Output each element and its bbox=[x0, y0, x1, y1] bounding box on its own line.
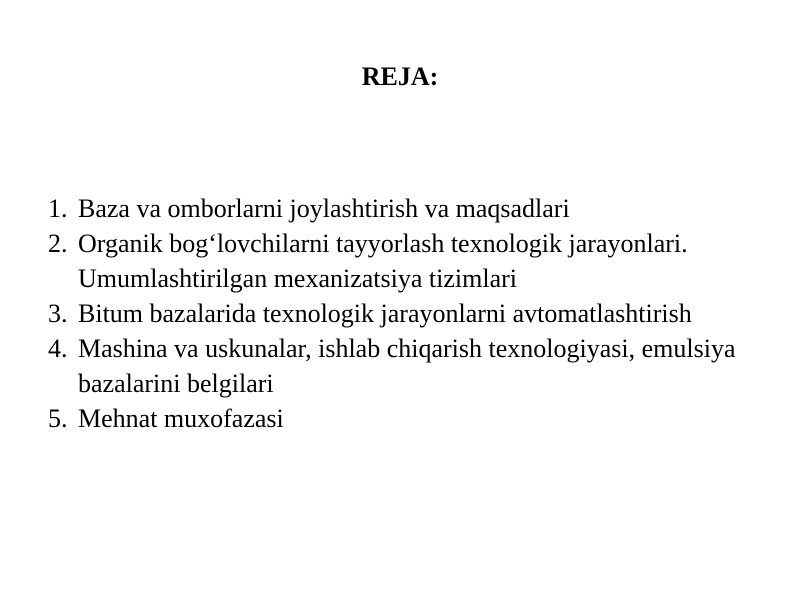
plan-item-text: Bitum bazalarida texnologik jarayonlarni avtomatlashtirish bbox=[78, 299, 692, 328]
plan-item-1 bbox=[48, 191, 768, 226]
plan-item-number: 5. bbox=[48, 404, 68, 433]
plan-item-text: Organik bog‘lovchilarni tayyorlash texnologik jarayonlari. Umumlashtirilgan mexanizatsiya tizimlari bbox=[78, 229, 688, 293]
slide-title: REJA: bbox=[361, 62, 439, 91]
plan-item-number: 4. bbox=[48, 334, 68, 363]
plan-item-3 bbox=[48, 296, 768, 331]
plan-item-text: Mehnat muxofazasi bbox=[78, 404, 284, 433]
plan-item-number: 3. bbox=[48, 299, 68, 328]
plan-item-text: Baza va omborlarni joylashtirish va maqsadlari bbox=[78, 194, 570, 223]
plan-list bbox=[48, 191, 768, 436]
plan-item-2 bbox=[48, 226, 768, 296]
plan-item-text: Mashina va uskunalar, ishlab chiqarish texnologiyasi, emulsiya bazalarini belgilari bbox=[78, 334, 736, 398]
plan-item-4 bbox=[48, 331, 768, 401]
plan-item-number: 2. bbox=[48, 229, 68, 258]
plan-item-5 bbox=[48, 401, 768, 436]
plan-item-number: 1. bbox=[48, 194, 68, 223]
